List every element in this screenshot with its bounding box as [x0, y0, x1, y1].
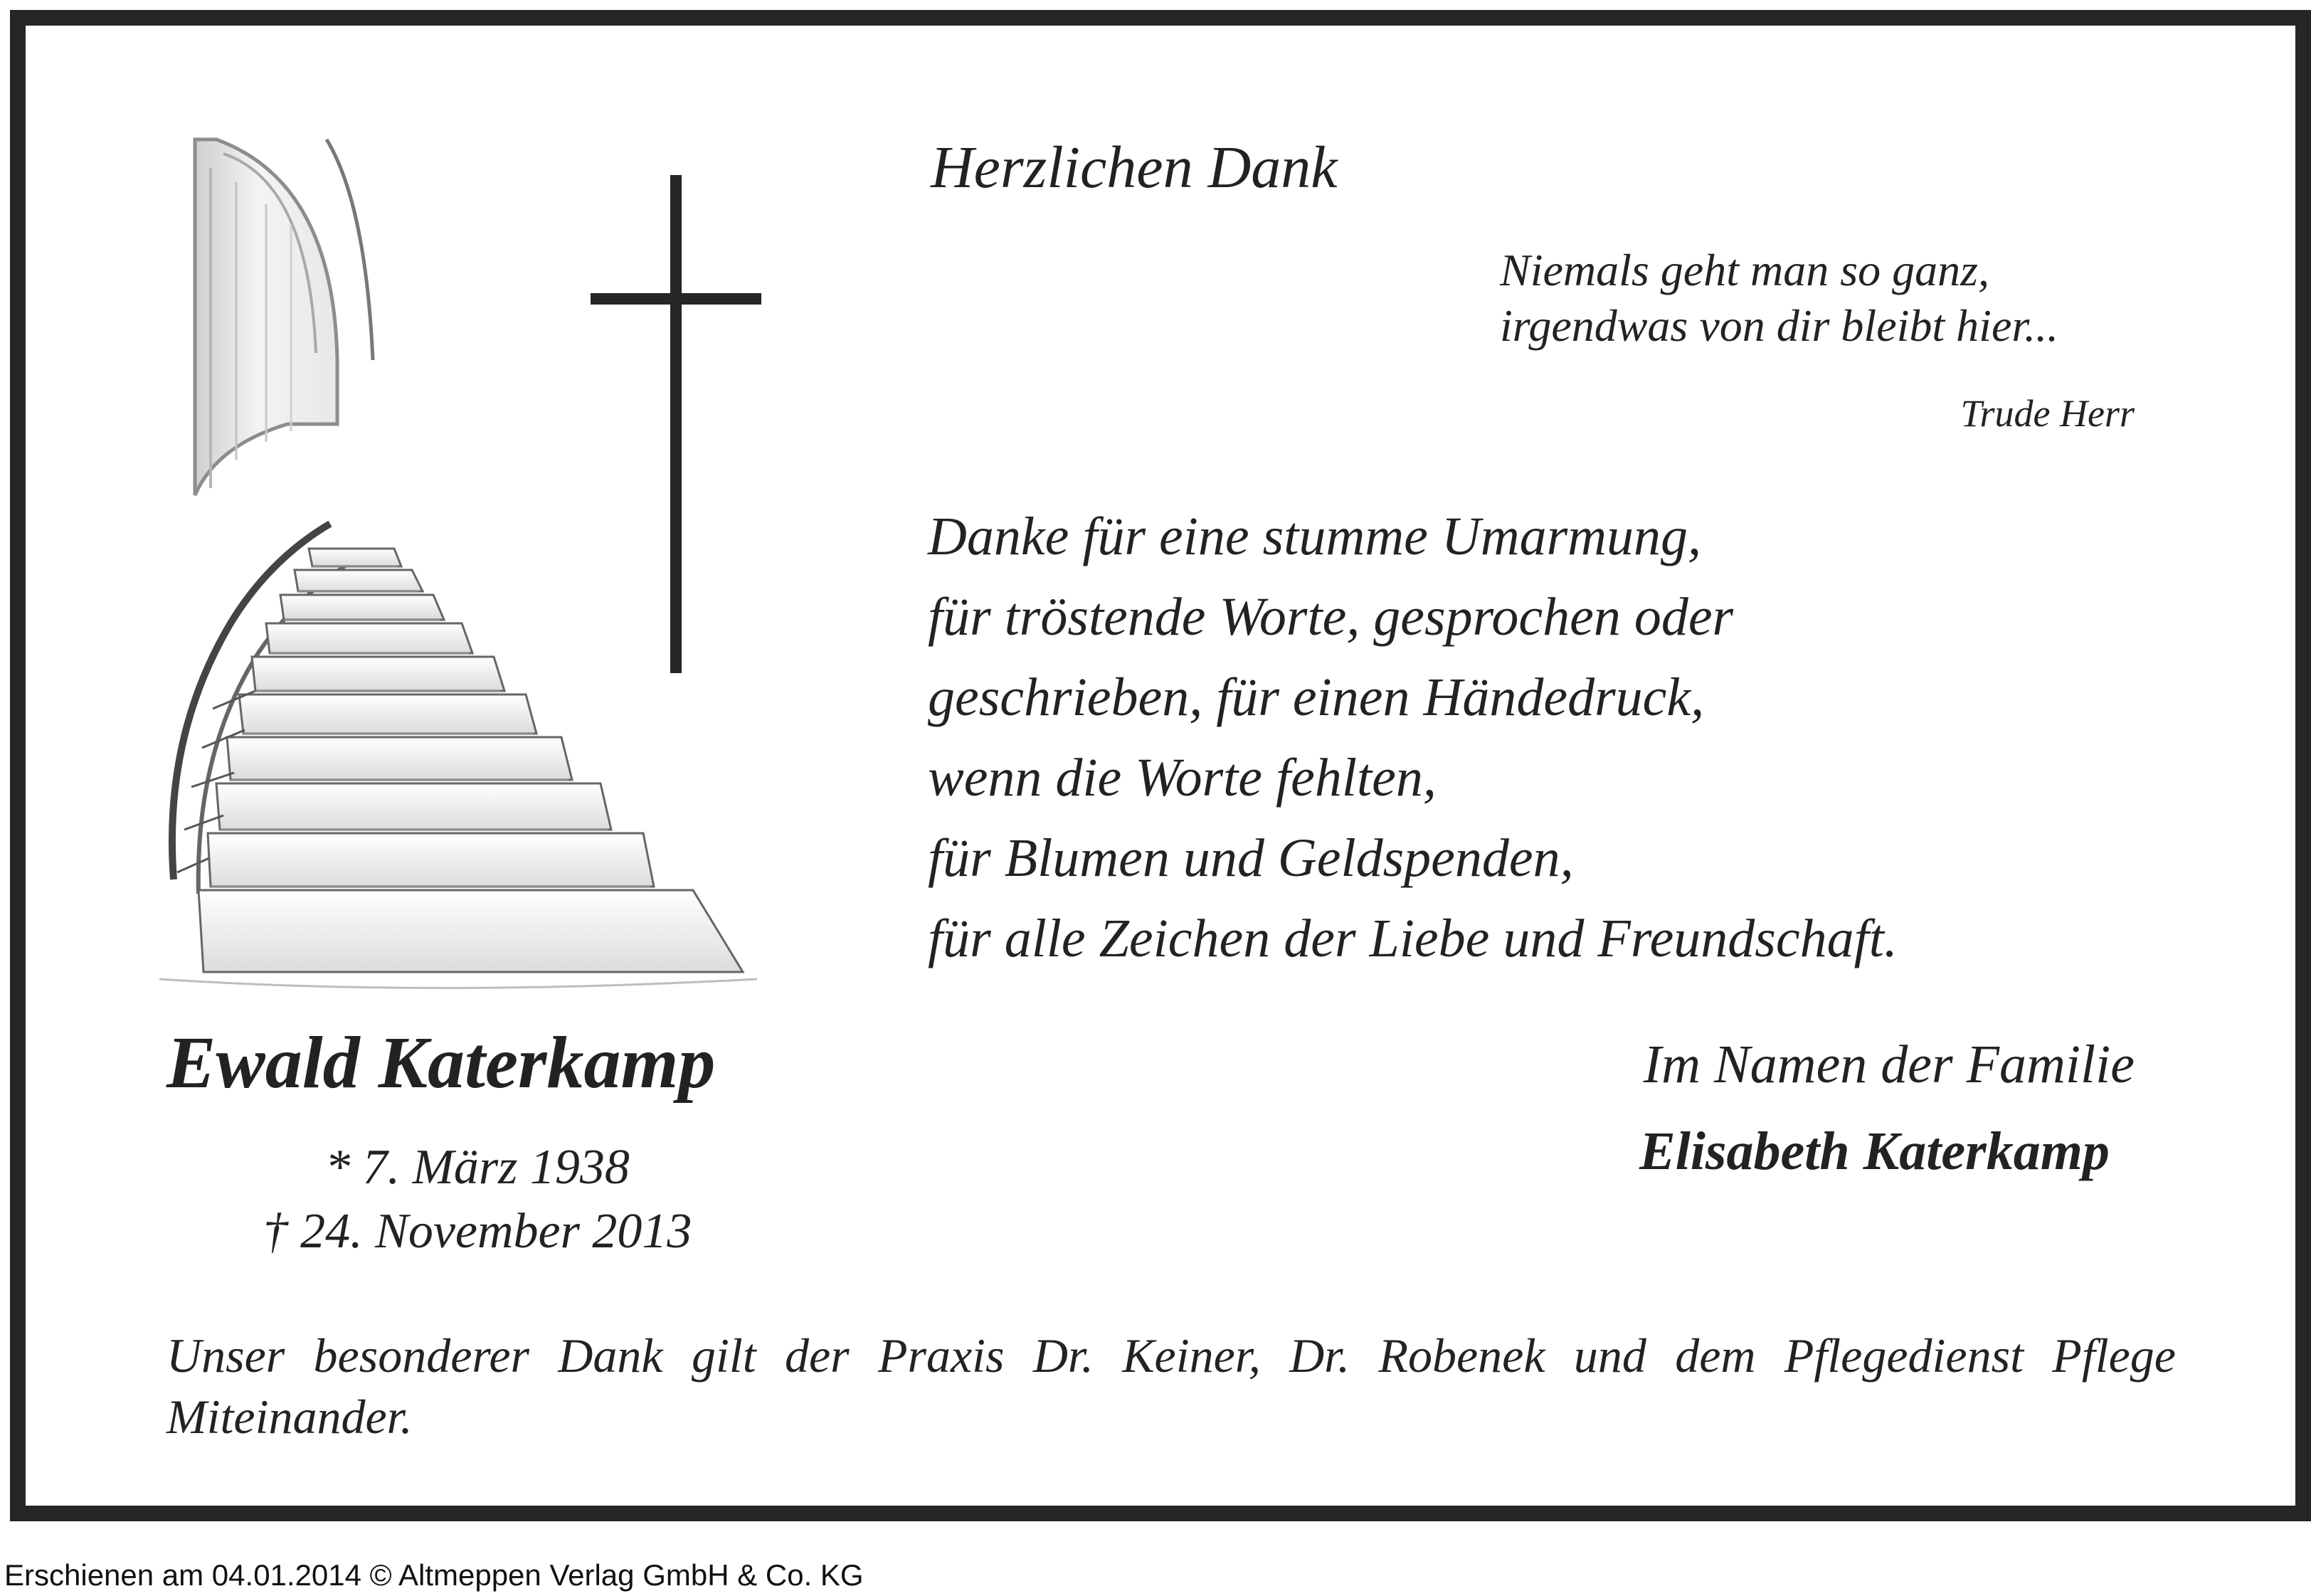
thanks-line: geschrieben, für einen Händedruck,: [928, 667, 1705, 727]
family-name: Elisabeth Katerkamp: [1639, 1121, 2110, 1181]
thanks-line: für tröstende Worte, gesprochen oder: [928, 587, 1734, 647]
quote-line: irgendwas von dir bleibt hier...: [1500, 300, 2059, 351]
death-date: † 24. November 2013: [263, 1204, 692, 1259]
thanks-line: für Blumen und Geldspenden,: [928, 828, 1574, 888]
notice-title: Herzlichen Dank: [931, 134, 1338, 201]
quote: [1500, 243, 2058, 354]
deceased-name: Ewald Katerkamp: [166, 1022, 716, 1104]
life-dates: [189, 1136, 766, 1264]
special-thanks: Unser besonderer Dank gilt der Praxis Dr. Keiner, Dr. Robenek und dem Pflegedienst Pflege Miteinander.: [166, 1328, 2176, 1444]
cross-icon: [591, 175, 761, 673]
notice-frame: [10, 10, 2311, 1521]
thanks-line: Danke für eine stumme Umarmung,: [928, 507, 1702, 566]
publication-footer: Erschienen am 04.01.2014 © Altmeppen Verlag GmbH & Co. KG: [4, 1558, 864, 1592]
quote-line: Niemals geht man so ganz,: [1500, 245, 1989, 295]
thanks-line: für alle Zeichen der Liebe und Freundschaft.: [928, 909, 1898, 968]
family-line: Im Namen der Familie: [1643, 1035, 2135, 1094]
quote-author: Trude Herr: [1960, 392, 2135, 435]
birth-date: * 7. März 1938: [325, 1140, 630, 1195]
thanks-line: wenn die Worte fehlten,: [928, 748, 1437, 808]
thanks-text: [928, 497, 1898, 979]
